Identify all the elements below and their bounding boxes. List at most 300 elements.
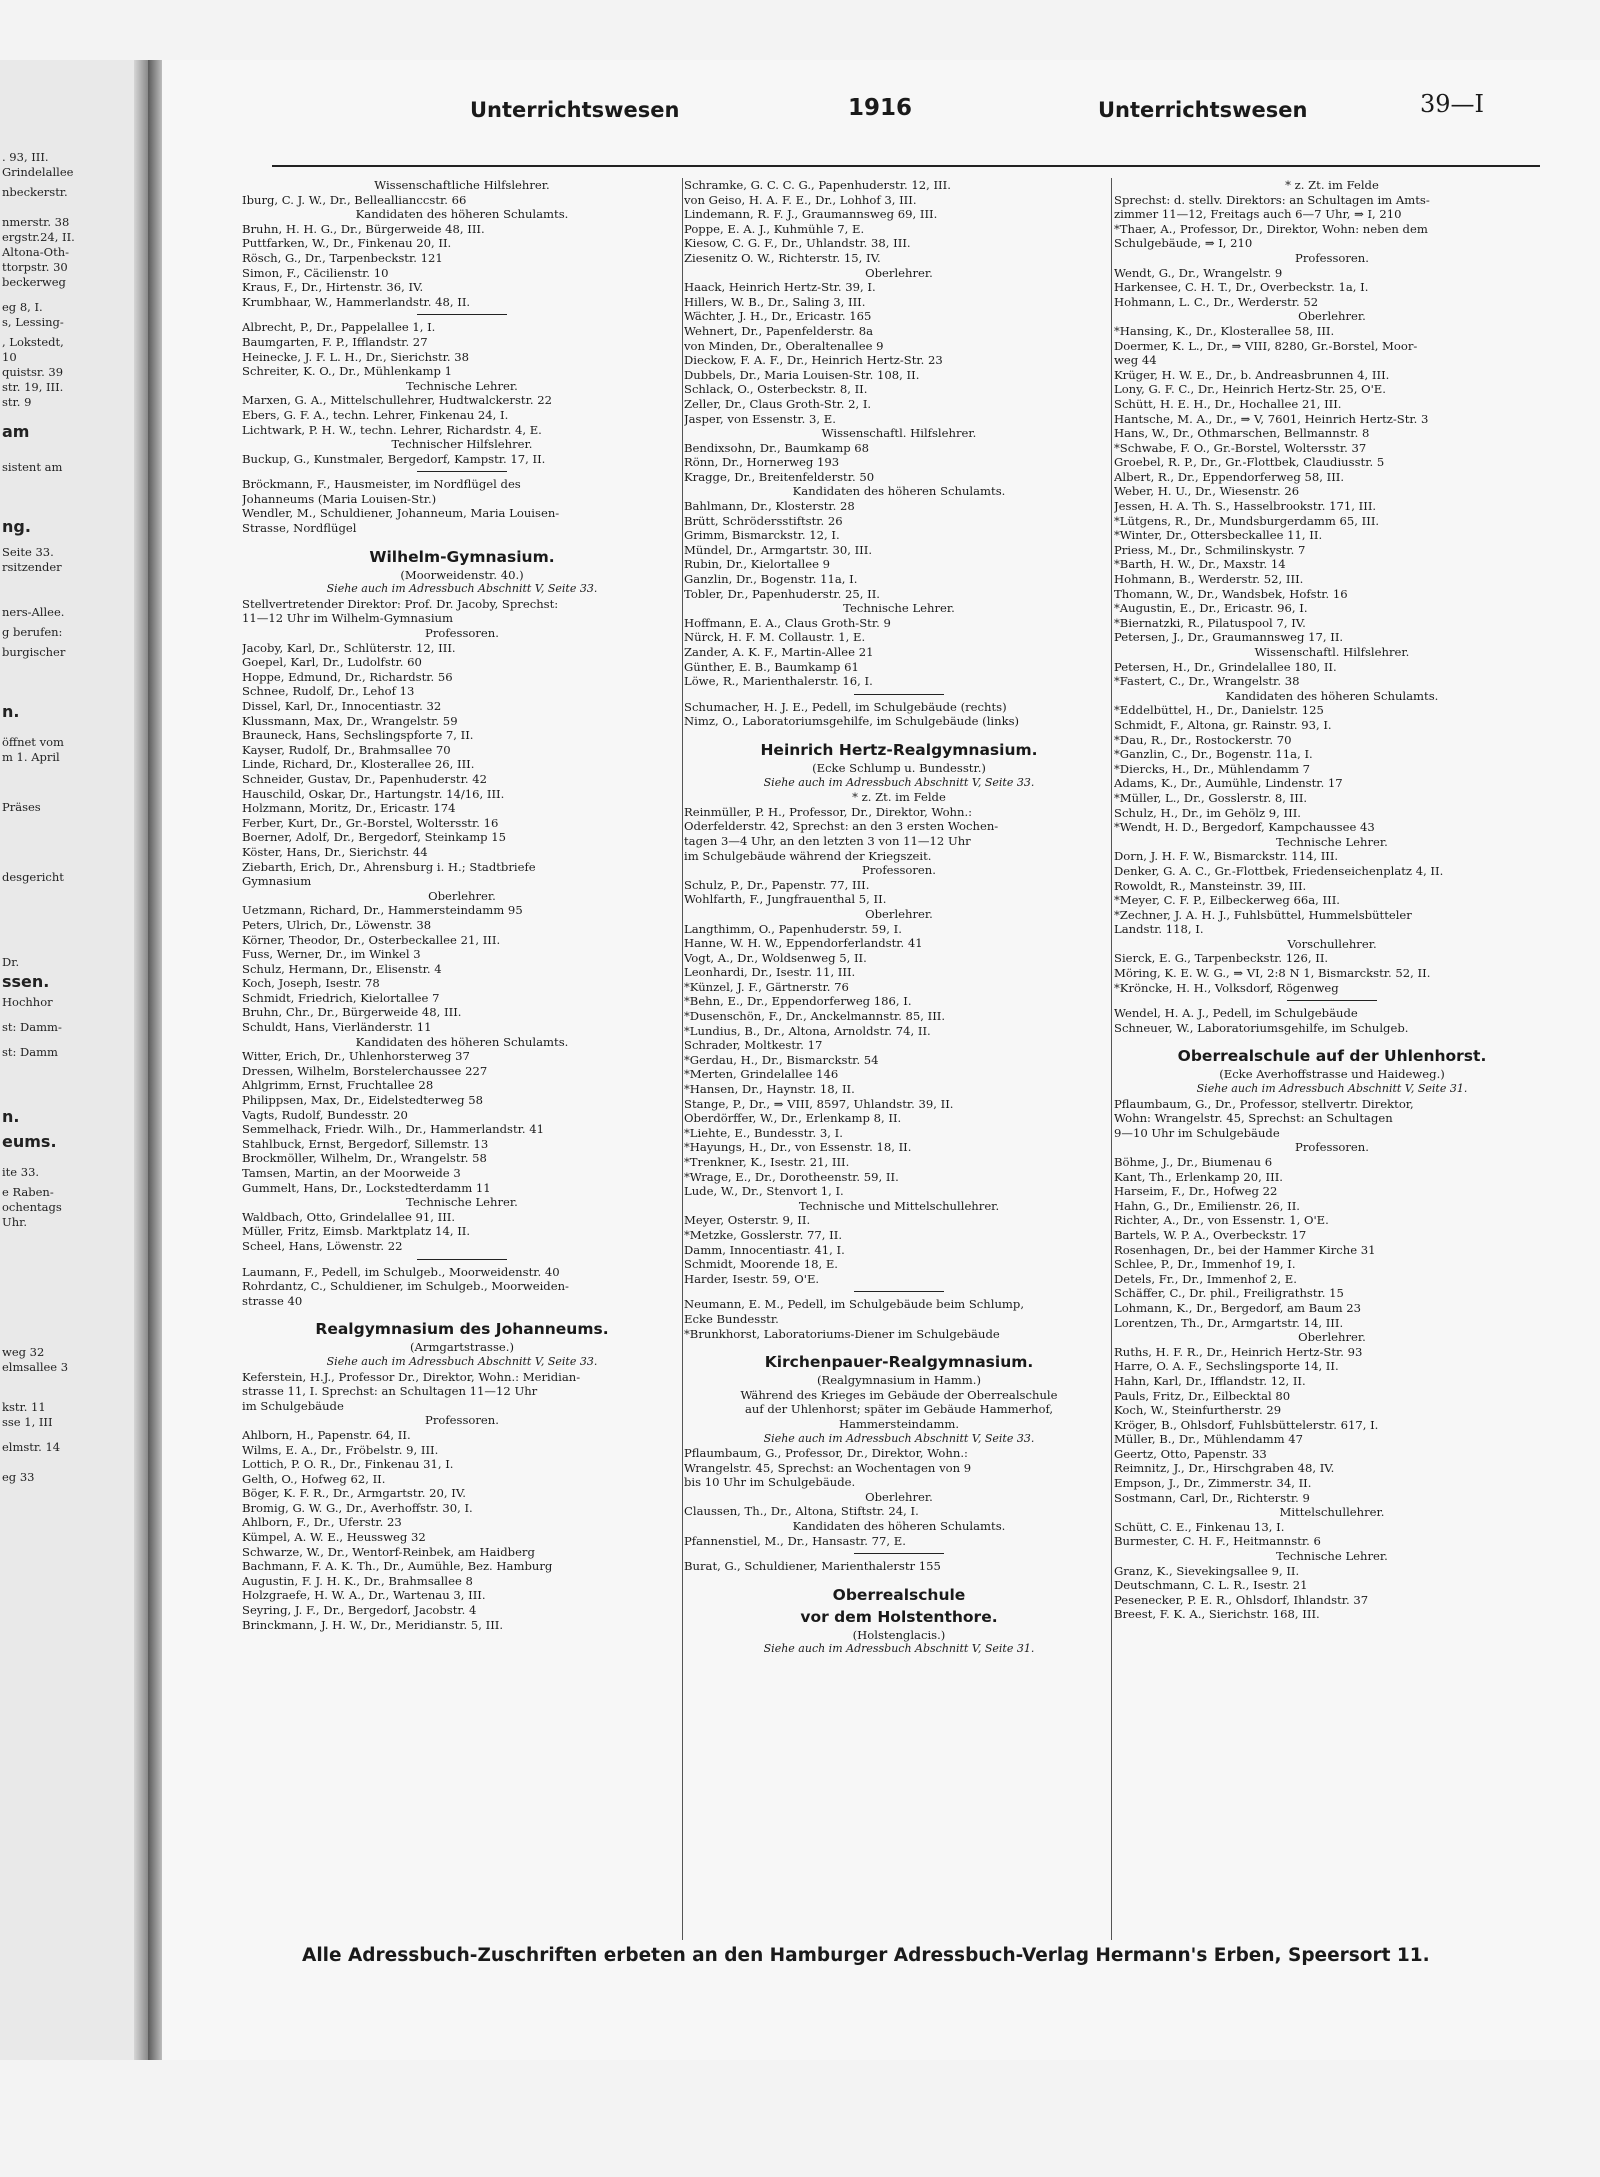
spacer	[242, 1308, 682, 1318]
directory-entry: Brütt, Schrödersstiftstr. 26	[684, 513, 843, 528]
directory-entry: Ziesenitz O. W., Richterstr. 15, IV.	[684, 250, 881, 265]
directory-entry: Ruths, H. F. R., Dr., Heinrich Hertz-Str. 93	[1114, 1344, 1363, 1359]
section-divider	[854, 1553, 944, 1554]
section-heading: (Realgymnasium in Hamm.)	[817, 1373, 981, 1388]
directory-entry: *Merten, Grindelallee 146	[684, 1067, 839, 1082]
section-heading: (Ecke Averhoffstrasse und Haideweg.)	[1219, 1067, 1445, 1082]
directory-entry: *Lütgens, R., Dr., Mundsburgerdamm 65, III.	[1114, 513, 1380, 528]
left-page-text-fragment: Seite 33.	[2, 545, 54, 559]
left-page-text-fragment: elmstr. 14	[2, 1440, 61, 1454]
directory-entry: Lottich, P. O. R., Dr., Finkenau 31, I.	[242, 1457, 454, 1472]
directory-entry: Marxen, G. A., Mittelschullehrer, Hudtwalckerstr. 22	[242, 393, 552, 408]
directory-entry: Tobler, Dr., Papenhuderstr. 25, II.	[684, 586, 880, 601]
directory-entry: Koch, W., Steinfurtherstr. 29	[1114, 1403, 1282, 1418]
directory-entry: Rubin, Dr., Kielortallee 9	[684, 557, 831, 572]
left-page-text-fragment: m 1. April	[2, 750, 60, 764]
directory-entry: Rowoldt, R., Mansteinstr. 39, III.	[1114, 878, 1307, 893]
directory-entry: Thomann, W., Dr., Wandsbek, Hofstr. 16	[1114, 586, 1348, 601]
left-page-text-fragment: sistent am	[2, 460, 63, 474]
section-heading: Mittelschullehrer.	[1279, 1505, 1385, 1520]
directory-entry: Pfannenstiel, M., Dr., Hansastr. 77, E.	[684, 1533, 906, 1548]
directory-entry: Wehnert, Dr., Papenfelderstr. 8a	[684, 323, 873, 338]
left-page-text-fragment: weg 32	[2, 1345, 45, 1359]
section-heading: Technische Lehrer.	[406, 1195, 518, 1210]
directory-entry: Schumacher, H. J. E., Pedell, im Schulgebäude (rechts)	[684, 699, 1007, 714]
directory-entry: Oberdörffer, W., Dr., Erlenkamp 8, II.	[684, 1111, 902, 1126]
directory-entry: Keferstein, H.J., Professor Dr., Direktor, Wohn.: Meridian-	[242, 1369, 581, 1384]
directory-entry: *Winter, Dr., Ottersbeckallee 11, II.	[1114, 528, 1323, 543]
section-heading: Siehe auch im Adressbuch Abschnitt V, Seite 33.	[763, 775, 1035, 789]
section-heading: Oberlehrer.	[865, 906, 933, 921]
directory-entry: von Minden, Dr., Oberaltenallee 9	[684, 338, 884, 353]
directory-entry: Harre, O. A. F., Sechslingsporte 14, II.	[1114, 1359, 1339, 1374]
left-page-text-fragment: beckerweg	[2, 275, 66, 289]
left-page-text-fragment: n.	[2, 1107, 20, 1126]
directory-entry: 9—10 Uhr im Schulgebäude	[1114, 1125, 1280, 1140]
directory-entry: Hantsche, M. A., Dr., ⇒ V, 7601, Heinrich Hertz-Str. 3	[1114, 411, 1429, 426]
directory-entry: Nimz, O., Laboratoriumsgehilfe, im Schulgebäude (links)	[684, 714, 1020, 729]
directory-entry: Mündel, Dr., Armgartstr. 30, III.	[684, 542, 873, 557]
directory-entry: Meyer, Osterstr. 9, II.	[684, 1213, 811, 1228]
directory-entry: Lude, W., Dr., Stenvort 1, I.	[684, 1184, 844, 1199]
directory-entry: im Schulgebäude	[242, 1398, 344, 1413]
directory-entry: Schmidt, F., Altona, gr. Rainstr. 93, I.	[1114, 717, 1332, 732]
directory-entry: Holzgraefe, H. W. A., Dr., Wartenau 3, III.	[242, 1588, 486, 1603]
section-divider	[854, 1291, 944, 1292]
directory-entry: *Künzel, J. F., Gärtnerstr. 76	[684, 979, 849, 994]
directory-entry: Landstr. 118, I.	[1114, 922, 1204, 937]
left-page-text-fragment: g berufen:	[2, 625, 63, 639]
section-heading: Kandidaten des höheren Schulamts.	[1225, 688, 1439, 703]
directory-entry: Rönn, Dr., Hornerweg 193	[684, 455, 840, 470]
section-heading: Wissenschaftl. Hilfslehrer.	[821, 426, 977, 441]
page-header	[0, 88, 1600, 148]
directory-entry: Schramke, G. C. C. G., Papenhuderstr. 12, III.	[684, 178, 951, 192]
directory-entry: Schulz, Hermann, Dr., Elisenstr. 4	[242, 961, 442, 976]
directory-entry: Hohmann, L. C., Dr., Werderstr. 52	[1114, 294, 1319, 309]
column-3	[1114, 178, 1550, 1622]
section-heading: Wissenschaftl. Hilfslehrer.	[1254, 645, 1410, 659]
directory-entry: Holzmann, Moritz, Dr., Ericastr. 174	[242, 801, 456, 816]
spacer	[684, 1574, 1114, 1584]
directory-entry: Neumann, E. M., Pedell, im Schulgebäude beim Schlump,	[684, 1297, 1025, 1312]
directory-entry: Granz, K., Sievekingsallee 9, II.	[1114, 1563, 1300, 1578]
header-year: 1916	[848, 95, 913, 121]
header-rule	[272, 165, 1540, 167]
directory-entry: 11—12 Uhr im Wilhelm-Gymnasium	[242, 611, 454, 626]
left-page-text-fragment: ite 33.	[2, 1165, 40, 1179]
directory-entry: Ferber, Kurt, Dr., Gr.-Borstel, Woltersstr. 16	[242, 815, 499, 830]
directory-entry: Reinmüller, P. H., Professor, Dr., Direktor, Wohn.:	[684, 804, 973, 819]
directory-entry: Boerner, Adolf, Dr., Bergedorf, Steinkamp 15	[242, 830, 507, 845]
directory-entry: Lorentzen, Th., Dr., Armgartstr. 14, III.	[1114, 1315, 1344, 1330]
section-heading: Siehe auch im Adressbuch Abschnitt V, Seite 33.	[763, 1431, 1035, 1445]
directory-entry: *Trenkner, K., Isestr. 21, III.	[684, 1155, 850, 1169]
directory-entry: weg 44	[1114, 353, 1157, 368]
directory-entry: Laumann, F., Pedell, im Schulgeb., Moorweidenstr. 40	[242, 1264, 560, 1279]
directory-entry: Hauschild, Oskar, Dr., Hartungstr. 14/16, III.	[242, 786, 505, 801]
directory-entry: Kiesow, C. G. F., Dr., Uhlandstr. 38, III.	[684, 236, 911, 251]
left-page-text-fragment: am	[2, 422, 30, 441]
directory-entry: Sostmann, Carl, Dr., Richterstr. 9	[1114, 1490, 1310, 1505]
left-page-text-fragment: Dr.	[2, 955, 20, 969]
directory-entry: Brockmöller, Wilhelm, Dr., Wrangelstr. 58	[242, 1151, 487, 1166]
header-right-title: Unterrichtswesen	[1098, 98, 1308, 122]
section-heading: Oberlehrer.	[865, 265, 933, 280]
left-page-text-fragment: nbeckerstr.	[2, 185, 68, 199]
directory-entry: Baumgarten, F. P., Ifflandstr. 27	[242, 334, 428, 349]
section-heading: Technische Lehrer.	[1276, 834, 1388, 849]
section-heading: auf der Uhlenhorst; später im Gebäude Hammerhof,	[744, 1402, 1054, 1417]
section-heading: (Holstenglacis.)	[852, 1627, 946, 1642]
section-heading: Oberlehrer.	[428, 888, 496, 903]
section-heading: Oberlehrer.	[1298, 309, 1366, 324]
section-divider	[1287, 1000, 1377, 1001]
left-page-text-fragment: s, Lessing-	[2, 315, 64, 329]
directory-entry: Körner, Theodor, Dr., Osterbeckallee 21, III.	[242, 932, 501, 947]
directory-entry: Schäffer, C., Dr. phil., Freiligrathstr. 15	[1114, 1286, 1344, 1301]
directory-entry: Dressen, Wilhelm, Borstelerchaussee 227	[242, 1063, 488, 1078]
directory-entry: Wendel, H. A. J., Pedell, im Schulgebäude	[1114, 1006, 1358, 1021]
left-page-text-fragment: nmerstr. 38	[2, 215, 70, 229]
directory-entry: *Wrage, E., Dr., Dorotheenstr. 59, II.	[684, 1169, 899, 1184]
directory-entry: Schmidt, Friedrich, Kielortallee 7	[242, 990, 440, 1005]
column-divider-1	[682, 178, 683, 1940]
directory-entry: Bruhn, H. H. G., Dr., Bürgerweide 48, III.	[242, 221, 485, 236]
directory-entry: Witter, Erich, Dr., Uhlenhorsterweg 37	[242, 1049, 470, 1064]
left-page-text-fragment: ng.	[2, 517, 31, 536]
directory-entry: Sierck, E. G., Tarpenbeckstr. 126, II.	[1114, 951, 1329, 966]
directory-entry: Bendixsohn, Dr., Baumkamp 68	[684, 440, 870, 455]
directory-entry: im Schulgebäude während der Kriegszeit.	[684, 848, 932, 863]
directory-entry: *Lundius, B., Dr., Altona, Arnoldstr. 74, II.	[684, 1023, 931, 1038]
directory-entry: Koch, Joseph, Isestr. 78	[242, 976, 380, 991]
left-page-text-fragment: n.	[2, 702, 20, 721]
directory-entry: Stange, P., Dr., ⇒ VIII, 8597, Uhlandstr. 39, II.	[684, 1096, 954, 1111]
book-gutter	[148, 60, 162, 2060]
directory-entry: Fuss, Werner, Dr., im Winkel 3	[242, 947, 421, 962]
section-heading: Kandidaten des höheren Schulamts.	[792, 1519, 1006, 1534]
directory-entry: Lindemann, R. F. J., Graumannsweg 69, III.	[684, 207, 938, 222]
publisher-footer: Alle Adressbuch-Zuschriften erbeten an den Hamburger Adressbuch-Verlag Hermann's Erben, Speersort 11.	[302, 1945, 1430, 1966]
directory-entry: Ebers, G. F. A., techn. Lehrer, Finkenau 24, I.	[242, 407, 509, 422]
left-page-text-fragment: , Lokstedt,	[2, 335, 64, 349]
directory-entry: Peters, Ulrich, Dr., Löwenstr. 38	[242, 917, 432, 932]
left-page-text-fragment: 10	[2, 350, 17, 364]
directory-entry: Denker, G. A. C., Gr.-Flottbek, Friedenseichenplatz 4, II.	[1114, 863, 1444, 878]
left-page-text-fragment: ochentags	[2, 1200, 62, 1214]
directory-entry: Doermer, K. L., Dr., ⇒ VIII, 8280, Gr.-Borstel, Moor-	[1114, 338, 1418, 353]
directory-entry: von Geiso, H. A. F. E., Dr., Lohhof 3, III.	[684, 192, 917, 207]
page-number: 39—I	[1420, 90, 1485, 118]
school-title: Wilhelm-Gymnasium.	[369, 547, 555, 566]
directory-entry: Bröckmann, F., Hausmeister, im Nordflügel des	[242, 477, 521, 492]
directory-entry: Lichtwark, P. H. W., techn. Lehrer, Richardstr. 4, E.	[242, 422, 542, 437]
directory-entry: Schulz, H., Dr., im Gehölz 9, III.	[1114, 805, 1301, 820]
directory-entry: Ziebarth, Erich, Dr., Ahrensburg i. H.; Stadtbriefe	[242, 859, 536, 874]
directory-entry: Nürck, H. F. M. Collaustr. 1, E.	[684, 630, 866, 645]
directory-entry: Ecke Bundesstr.	[684, 1311, 779, 1326]
left-page-text-fragment: Grindelallee	[2, 165, 74, 179]
directory-entry: Ahlborn, F., Dr., Uferstr. 23	[242, 1515, 402, 1530]
directory-entry: Gelth, O., Hofweg 62, II.	[242, 1471, 386, 1486]
section-divider	[417, 1259, 507, 1260]
directory-entry: Petersen, J., Dr., Graumannsweg 17, II.	[1114, 630, 1344, 645]
directory-entry: *Diercks, H., Dr., Mühlendamm 7	[1114, 761, 1311, 776]
directory-entry: zimmer 11—12, Freitags auch 6—7 Uhr, ⇒ I, 210	[1114, 207, 1402, 222]
section-heading: Professoren.	[1295, 1140, 1369, 1155]
directory-entry: Harseim, F., Dr., Hofweg 22	[1114, 1184, 1278, 1199]
directory-entry: Brinckmann, J. H. W., Dr., Meridianstr. 5, III.	[242, 1617, 504, 1632]
section-heading: * z. Zt. im Felde	[852, 790, 946, 805]
left-page-text-fragment: ergstr.24, II.	[2, 230, 75, 244]
school-title: Kirchenpauer-Realgymnasium.	[764, 1353, 1034, 1372]
school-title: Oberrealschule	[832, 1585, 966, 1604]
directory-entry: Gummelt, Hans, Dr., Lockstedterdamm 11	[242, 1180, 491, 1195]
directory-entry: Burat, G., Schuldiener, Marienthalerstr 155	[684, 1559, 941, 1574]
directory-entry: Kragge, Dr., Breitenfelderstr. 50	[684, 469, 875, 484]
directory-entry: Schmidt, Moorende 18, E.	[684, 1257, 838, 1272]
directory-entry: Strasse, Nordflügel	[242, 521, 357, 536]
directory-entry: Stellvertretender Direktor: Prof. Dr. Jacoby, Sprechst:	[242, 596, 559, 611]
directory-entry: Krumbhaar, W., Hammerlandstr. 48, II.	[242, 294, 471, 309]
directory-entry: *Kröncke, H. H., Volksdorf, Rögenweg	[1114, 980, 1339, 995]
directory-entry: Kümpel, A. W. E., Heussweg 32	[242, 1530, 426, 1545]
directory-entry: Bromig, G. W. G., Dr., Averhoffstr. 30, I.	[242, 1500, 473, 1515]
directory-entry: *Hansing, K., Dr., Klosterallee 58, III.	[1114, 323, 1335, 338]
directory-entry: Schreiter, K. O., Dr., Mühlenkamp 1	[242, 364, 452, 379]
directory-entry: *Thaer, A., Professor, Dr., Direktor, Wohn: neben dem	[1114, 221, 1428, 236]
section-heading: Technische Lehrer.	[843, 601, 955, 616]
directory-entry: *Gerdau, H., Dr., Bismarckstr. 54	[684, 1052, 879, 1067]
left-page-text-fragment: Präses	[2, 800, 41, 814]
directory-entry: Schuldt, Hans, Vierländerstr. 11	[242, 1020, 432, 1035]
directory-entry: Pauls, Fritz, Dr., Eilbecktal 80	[1114, 1388, 1291, 1403]
directory-entry: Dissel, Karl, Dr., Innocentiastr. 32	[242, 699, 442, 713]
left-page-text-fragment: quistsr. 39	[2, 365, 64, 379]
directory-entry: Albrecht, P., Dr., Pappelallee 1, I.	[242, 320, 436, 335]
spacer	[1114, 1035, 1550, 1045]
directory-entry: Harder, Isestr. 59, O'E.	[684, 1271, 820, 1286]
directory-entry: Reimnitz, J., Dr., Hirschgraben 48, IV.	[1114, 1461, 1335, 1476]
directory-entry: *Dau, R., Dr., Rostockerstr. 70	[1114, 732, 1292, 747]
section-heading: Professoren.	[1295, 250, 1369, 265]
spacer	[684, 1341, 1114, 1351]
directory-entry: Dieckow, F. A. F., Dr., Heinrich Hertz-Str. 23	[684, 353, 943, 368]
directory-entry: bis 10 Uhr im Schulgebäude.	[684, 1475, 856, 1490]
directory-entry: Albert, R., Dr., Eppendorferweg 58, III.	[1114, 469, 1345, 484]
directory-entry: Augustin, F. J. H. K., Dr., Brahmsallee 8	[242, 1573, 473, 1588]
directory-entry: *Meyer, C. F. P., Eilbeckerweg 66a, III.	[1114, 893, 1340, 908]
directory-entry: Böger, K. F. R., Dr., Armgartstr. 20, IV.	[242, 1486, 466, 1501]
directory-entry: *Müller, L., Dr., Gosslerstr. 8, III.	[1114, 790, 1308, 805]
section-heading: Vorschullehrer.	[1287, 936, 1377, 951]
section-heading: Oberlehrer.	[1298, 1330, 1366, 1345]
section-divider	[417, 471, 507, 472]
directory-entry: Dubbels, Dr., Maria Louisen-Str. 108, II.	[684, 367, 920, 382]
directory-entry: Sprechst: d. stellv. Direktors: an Schultagen im Amts-	[1114, 192, 1430, 207]
directory-entry: Schulz, P., Dr., Papenstr. 77, III.	[684, 877, 870, 892]
directory-entry: Ganzlin, Dr., Bogenstr. 11a, I.	[684, 572, 858, 587]
column-2	[684, 178, 1114, 1657]
section-heading: Technischer Hilfslehrer.	[391, 437, 533, 452]
directory-entry: Wendler, M., Schuldiener, Johanneum, Maria Louisen-	[242, 506, 560, 521]
directory-entry: *Hayungs, H., Dr., von Essenstr. 18, II.	[684, 1140, 912, 1155]
left-page-text-fragment: elmsallee 3	[2, 1360, 69, 1374]
directory-entry: Wächter, J. H., Dr., Ericastr. 165	[684, 309, 872, 324]
directory-entry: Kant, Th., Erlenkamp 20, III.	[1114, 1169, 1283, 1184]
directory-entry: Hans, W., Dr., Othmarschen, Bellmannstr. 8	[1114, 426, 1370, 441]
directory-entry: Langthimm, O., Papenhuderstr. 59, I.	[684, 921, 902, 936]
section-heading: Hammersteindamm.	[838, 1416, 960, 1431]
directory-entry: Schneider, Gustav, Dr., Papenhuderstr. 42	[242, 771, 487, 786]
school-title: vor dem Holstenthore.	[800, 1607, 998, 1626]
section-heading: (Moorweidenstr. 40.)	[400, 567, 524, 582]
section-heading: Professoren.	[425, 1413, 499, 1428]
directory-entry: Hahn, G., Dr., Emilienstr. 26, II.	[1114, 1198, 1300, 1213]
directory-entry: Priess, M., Dr., Schmilinskystr. 7	[1114, 542, 1306, 557]
directory-entry: Lony, G. F. C., Dr., Heinrich Hertz-Str. 25, O'E.	[1114, 382, 1386, 397]
section-heading: Während des Krieges im Gebäude der Oberrealschule	[740, 1387, 1058, 1402]
directory-entry: *Schwabe, F. O., Gr.-Borstel, Woltersstr. 37	[1114, 440, 1367, 455]
directory-entry: Philippsen, Max, Dr., Eidelstedterweg 58	[242, 1093, 483, 1108]
directory-entry: Günther, E. B., Baumkamp 61	[684, 659, 859, 674]
directory-entry: Richter, A., Dr., von Essenstr. 1, O'E.	[1114, 1213, 1329, 1228]
directory-entry: Bartels, W. P. A., Overbeckstr. 17	[1114, 1227, 1307, 1242]
directory-entry: Rösch, G., Dr., Tarpenbeckstr. 121	[242, 250, 443, 265]
column-divider-2	[1111, 178, 1112, 1940]
directory-entry: Hohmann, B., Werderstr. 52, III.	[1114, 572, 1304, 587]
school-title: Realgymnasium des Johanneums.	[315, 1320, 609, 1339]
directory-entry: *Ganzlin, C., Dr., Bogenstr. 11a, I.	[1114, 747, 1313, 762]
directory-entry: *Augustin, E., Dr., Ericastr. 96, I.	[1114, 601, 1308, 616]
spacer	[684, 729, 1114, 739]
directory-entry: Semmelhack, Friedr. Wilh., Dr., Hammerlandstr. 41	[242, 1122, 545, 1137]
directory-entry: Hahn, Karl, Dr., Ifflandstr. 12, II.	[1114, 1373, 1306, 1388]
directory-entry: Ahlborn, H., Papenstr. 64, II.	[242, 1427, 411, 1442]
left-page-text-fragment: öffnet vom	[2, 735, 64, 749]
directory-entry: Claussen, Th., Dr., Altona, Stiftstr. 24, I.	[684, 1504, 919, 1519]
directory-entry: Pflaumbaum, G., Professor, Dr., Direktor, Wohn.:	[684, 1446, 968, 1461]
directory-entry: Breest, F. K. A., Sierichstr. 168, III.	[1114, 1607, 1320, 1622]
left-page-text-fragment: sse 1, III	[2, 1415, 53, 1429]
directory-entry: Petersen, H., Dr., Grindelallee 180, II.	[1114, 659, 1337, 674]
directory-entry: Oderfelderstr. 42, Sprechst: an den 3 ersten Wochen-	[684, 819, 999, 834]
directory-entry: Haack, Heinrich Hertz-Str. 39, I.	[684, 280, 876, 295]
directory-entry: Kraus, F., Dr., Hirtenstr. 36, IV.	[242, 280, 424, 295]
left-page-text-fragment: ners-Allee.	[2, 605, 65, 619]
left-page-text-fragment: st: Damm-	[2, 1020, 62, 1034]
directory-entry: Müller, Fritz, Eimsb. Marktplatz 14, II.	[242, 1224, 471, 1239]
directory-entry: Burmester, C. H. F., Heitmannstr. 6	[1114, 1534, 1321, 1549]
directory-entry: strasse 40	[242, 1293, 303, 1308]
directory-entry: Wohn: Wrangelstr. 45, Sprechst: an Schultagen	[1114, 1111, 1393, 1126]
directory-entry: Johanneums (Maria Louisen-Str.)	[242, 491, 437, 506]
left-page-text-fragment: str. 19, III.	[2, 380, 64, 394]
spacer	[242, 536, 682, 546]
section-heading: Oberlehrer.	[865, 1489, 933, 1504]
directory-entry: Deutschmann, C. L. R., Isestr. 21	[1114, 1578, 1308, 1593]
directory-entry: Schwarze, W., Dr., Wentorf-Reinbek, am Haidberg	[242, 1544, 535, 1559]
directory-entry: Krüger, H. W. E., Dr., b. Andreasbrunnen 4, III.	[1114, 367, 1390, 382]
directory-entry: Wilms, E. A., Dr., Fröbelstr. 9, III.	[242, 1442, 439, 1457]
directory-entry: Weber, H. U., Dr., Wiesenstr. 26	[1114, 484, 1300, 499]
section-heading: Technische Lehrer.	[406, 378, 518, 393]
directory-entry: Hoffmann, E. A., Claus Groth-Str. 9	[684, 615, 891, 630]
directory-entry: Buckup, G., Kunstmaler, Bergedorf, Kampstr. 17, II.	[242, 451, 546, 466]
directory-entry: Vagts, Rudolf, Bundesstr. 20	[242, 1107, 408, 1122]
left-page-text-fragment: rsitzender	[2, 560, 62, 574]
directory-entry: Möring, K. E. W. G., ⇒ VI, 2:8 N 1, Bismarckstr. 52, II.	[1114, 966, 1431, 981]
directory-entry: Goepel, Karl, Dr., Ludolfstr. 60	[242, 655, 422, 670]
directory-entry: Wohlfarth, F., Jungfrauenthal 5, II.	[684, 892, 887, 907]
left-page-text-fragment: st: Damm	[2, 1045, 58, 1059]
directory-entry: *Fastert, C., Dr., Wrangelstr. 38	[1114, 674, 1300, 689]
section-heading: Kandidaten des höheren Schulamts.	[792, 484, 1006, 499]
directory-entry: Groebel, R. P., Dr., Gr.-Flottbek, Claudiusstr. 5	[1114, 455, 1385, 470]
directory-entry: Bahlmann, Dr., Klosterstr. 28	[684, 499, 855, 514]
directory-entry: Linde, Richard, Dr., Klosterallee 26, III.	[242, 757, 475, 772]
left-page-text-fragment: burgischer	[2, 645, 66, 659]
left-page-text-fragment: ssen.	[2, 972, 50, 991]
directory-entry: Uetzmann, Richard, Dr., Hammersteindamm 95	[242, 903, 523, 918]
left-page-text-fragment: . 93, III.	[2, 150, 49, 164]
directory-entry: Lohmann, K., Dr., Bergedorf, am Baum 23	[1114, 1300, 1362, 1315]
directory-entry: Köster, Hans, Dr., Sierichstr. 44	[242, 844, 428, 859]
column-1	[242, 178, 682, 1632]
section-heading: Technische und Mittelschullehrer.	[798, 1198, 1000, 1213]
directory-entry: Wrangelstr. 45, Sprechst: an Wochentagen von 9	[684, 1460, 972, 1475]
directory-entry: Hillers, W. B., Dr., Saling 3, III.	[684, 294, 866, 309]
directory-entry: *Brunkhorst, Laboratoriums-Diener im Schulgebäude	[684, 1326, 1000, 1341]
directory-entry: Puttfarken, W., Dr., Finkenau 20, II.	[242, 236, 452, 251]
directory-entry: Leonhardi, Dr., Isestr. 11, III.	[684, 965, 856, 980]
left-page-text-fragment: Altona-Oth-	[2, 245, 70, 259]
section-heading: (Armgartstrasse.)	[410, 1340, 514, 1355]
directory-entry: *Biernatzki, R., Pilatuspool 7, IV.	[1114, 615, 1306, 630]
directory-entry: Stahlbuck, Ernst, Bergedorf, Sillemstr. 13	[242, 1136, 489, 1151]
directory-entry: Geertz, Otto, Papenstr. 33	[1114, 1446, 1267, 1461]
section-heading: Siehe auch im Adressbuch Abschnitt V, Seite 31.	[763, 1642, 1035, 1656]
directory-entry: Böhme, J., Dr., Biumenau 6	[1114, 1155, 1273, 1169]
directory-entry: Brauneck, Hans, Sechslingspforte 7, II.	[242, 728, 474, 743]
directory-entry: Damm, Innocentiastr. 41, I.	[684, 1242, 845, 1257]
directory-entry: Seyring, J. F., Dr., Bergedorf, Jacobstr. 4	[242, 1603, 477, 1618]
directory-entry: Schütt, H. E. H., Dr., Hochallee 21, III.	[1114, 396, 1342, 411]
directory-entry: Simon, F., Cäcilienstr. 10	[242, 265, 389, 280]
directory-entry: Schütt, C. E., Finkenau 13, I.	[1114, 1519, 1285, 1534]
directory-entry: Hoppe, Edmund, Dr., Richardstr. 56	[242, 669, 453, 684]
school-title: Oberrealschule auf der Uhlenhorst.	[1177, 1047, 1487, 1066]
left-page-text-fragment: str. 9	[2, 395, 32, 409]
directory-entry: *Eddelbüttel, H., Dr., Danielstr. 125	[1114, 703, 1324, 718]
directory-entry: *Hansen, Dr., Haynstr. 18, II.	[684, 1082, 855, 1097]
directory-entry: Rohrdantz, C., Schuldiener, im Schulgeb., Moorweiden-	[242, 1279, 569, 1294]
left-page-text-fragment: Hochhor	[2, 995, 53, 1009]
directory-entry: *Wendt, H. D., Bergedorf, Kampchaussee 43	[1114, 820, 1375, 835]
section-heading: Professoren.	[425, 626, 499, 641]
left-page-text-fragment: ttorpstr. 30	[2, 260, 68, 274]
directory-entry: Kayser, Rudolf, Dr., Brahmsallee 70	[242, 742, 451, 757]
directory-entry: Klussmann, Max, Dr., Wrangelstr. 59	[242, 713, 458, 728]
directory-entry: Empson, J., Dr., Zimmerstr. 34, II.	[1114, 1476, 1312, 1491]
directory-entry: *Zechner, J. A. H. J., Fuhlsbüttel, Hummelsbütteler	[1114, 907, 1412, 922]
directory-entry: Vogt, A., Dr., Woldsenweg 5, II.	[684, 950, 867, 965]
directory-entry: Schulgebäude, ⇒ I, 210	[1114, 236, 1253, 251]
directory-entry: Poppe, E. A. J., Kuhmühle 7, E.	[684, 221, 865, 236]
directory-entry: Wendt, G., Dr., Wrangelstr. 9	[1114, 265, 1283, 280]
directory-entry: *Behn, E., Dr., Eppendorferweg 186, I.	[684, 994, 912, 1009]
